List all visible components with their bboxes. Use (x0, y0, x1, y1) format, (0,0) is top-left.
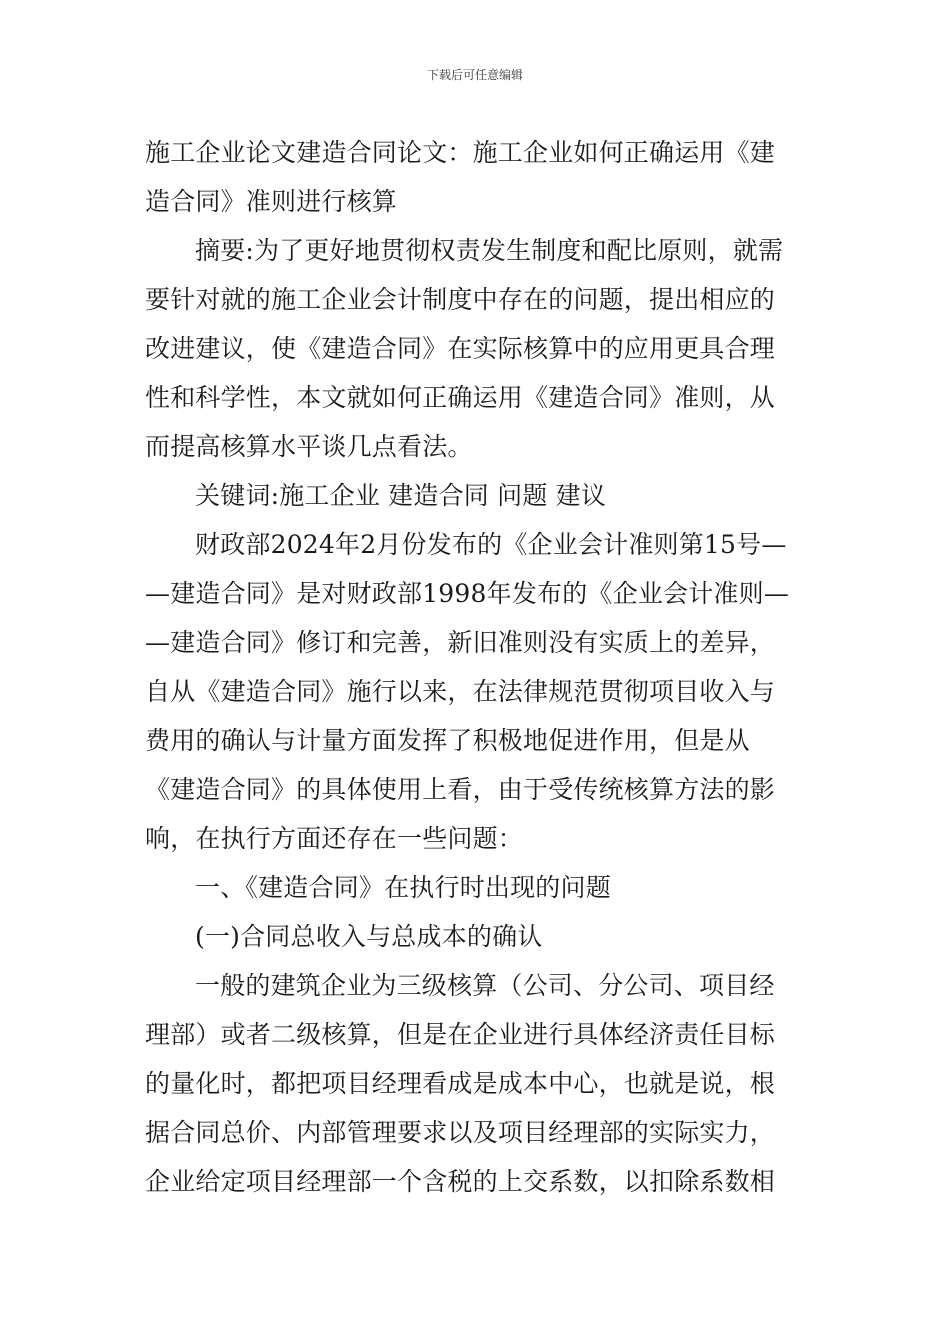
title-line: 施工企业论文建造合同论文：施工企业如何正确运用《建 (145, 138, 776, 167)
paragraph-line: 理部）或者二级核算，但是在企业进行具体经济责任目标 (145, 1020, 776, 1049)
paragraph-line: 企业给定项目经理部一个含税的上交系数，以扣除系数相 (145, 1167, 776, 1196)
section-heading: 一、《建造合同》在执行时出现的问题 (195, 873, 611, 902)
keywords-line: 关键词:施工企业 建造合同 问题 建议 (195, 481, 607, 510)
document-body (145, 128, 807, 1206)
paragraph-line: 的量化时，都把项目经理看成是成本中心，也就是说，根 (145, 1069, 776, 1098)
abstract-line: 改进建议，使《建造合同》在实际核算中的应用更具合理 (145, 334, 776, 363)
paragraph-line: —建造合同》是对财政部1998年发布的《企业会计准则— (145, 579, 790, 608)
abstract-line: 性和科学性，本文就如何正确运用《建造合同》准则，从 (145, 383, 776, 412)
paragraph-line: 据合同总价、内部管理要求以及项目经理部的实际实力， (145, 1118, 776, 1147)
paragraph-line: 《建造合同》的具体使用上看，由于受传统核算方法的影 (145, 775, 776, 804)
section-subheading: (一)合同总收入与总成本的确认 (195, 922, 543, 951)
paragraph-line: 财政部2024年2月份发布的《企业会计准则第15号— (195, 530, 787, 559)
paragraph-line: 费用的确认与计量方面发挥了积极地促进作用，但是从 (145, 726, 750, 755)
title-line: 造合同》准则进行核算 (145, 187, 398, 216)
abstract-line: 摘要:为了更好地贯彻权责发生制度和配比原则，就需 (195, 236, 784, 265)
abstract-line: 要针对就的施工企业会计制度中存在的问题，提出相应的 (145, 285, 776, 314)
abstract-line: 而提高核算水平谈几点看法。 (145, 432, 473, 461)
paragraph-line: 一般的建筑企业为三级核算（公司、分公司、项目经 (195, 971, 775, 1000)
paragraph-line: —建造合同》修订和完善，新旧准则没有实质上的差异， (145, 628, 776, 657)
page-header: 下载后可任意编辑 (426, 68, 523, 82)
paragraph-line: 响，在执行方面还存在一些问题： (145, 824, 524, 853)
paragraph-line: 自从《建造合同》施行以来，在法律规范贯彻项目收入与 (145, 677, 776, 706)
